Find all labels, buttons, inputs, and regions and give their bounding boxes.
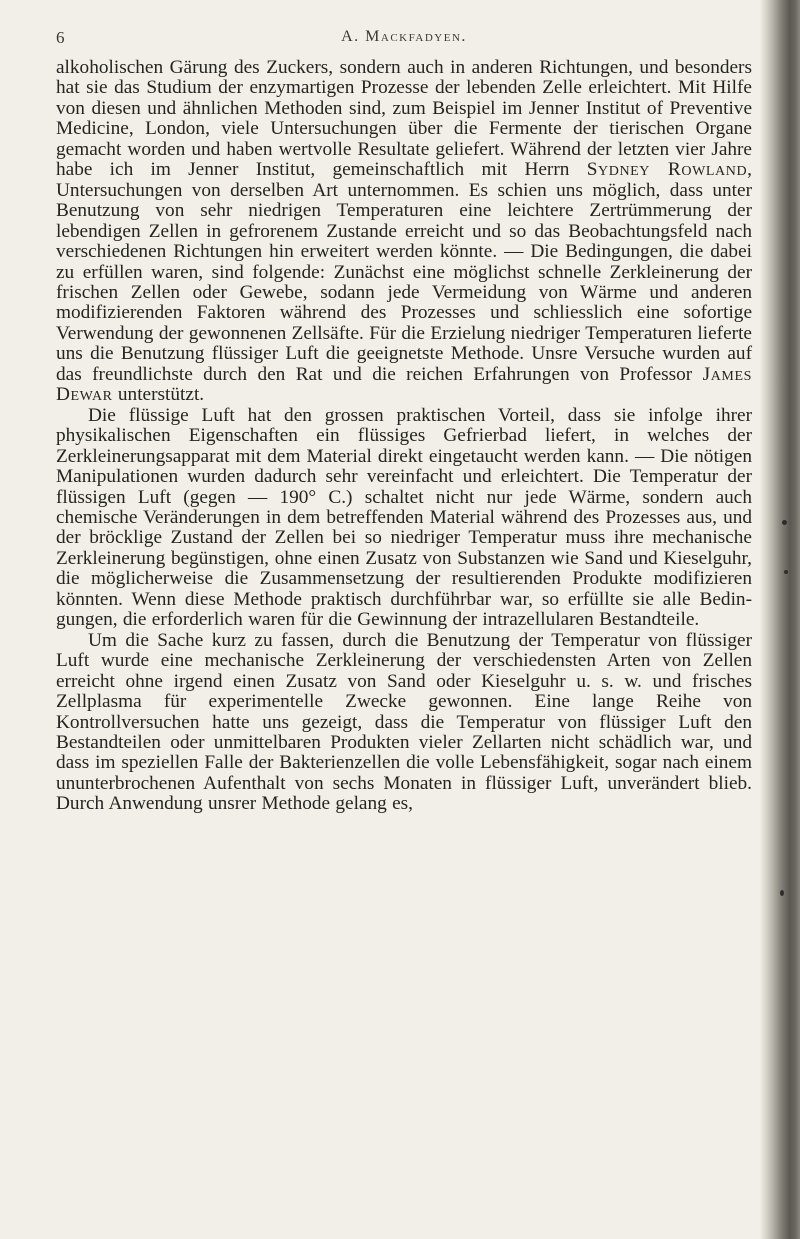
binding-speck — [780, 890, 784, 896]
page-header — [56, 28, 752, 54]
text-segment: , Untersuchungen von derselben Art unternommen. Es schien uns möglich, dass unter Benutzung von sehr niedrigen Temperaturen eine leichtere Zertrümmerung der lebendigen Zellen in gefrorenem Zustande erreicht und so das Beobachtungsfeld nach verschiedenen Richtungen hin erweitert werden könnte. — Die Bedingungen, die dabei zu erfüllen waren, sind folgende: Zunächst eine möglichst schnelle Zerkleinerung der frischen Zellen oder Gewebe, sodann jede Vermeidung von Wärme und anderen modifizierenden Faktoren während des Prozesses und schliesslich eine sofortige Verwendung der gewonnenen Zellsäfte. Für die Erzielung niedriger Temperaturen lieferte uns die Benutzung flüssiger Luft die geeignetste Methode. Unsre Versuche wurden auf das freundlichste durch den Rat und die reichen Erfahrungen von Professor — [56, 159, 752, 385]
text-segment: Die flüssige Luft hat den grossen praktischen Vorteil, dass sie infolge ihrer physikalischen Eigenschaften ein flüssiges Gefrierbad liefert, in welches der Zerkleinerungsapparat mit dem Material direkt eingetaucht werden kann. — Die nötigen Manipulationen wurden dadurch sehr vereinfacht und erleichtert. Die Temperatur der flüssigen Luft (gegen — 190° C.) schaltet nicht nur jede Wärme, sondern auch chemische Veränderungen in dem betreffenden Material während des Prozesses aus, und der bröcklige Zustand der Zellen bei so niedriger Temperatur muss ihre mechanische Zerkleinerung begünstigen, ohne einen Zusatz von Substanzen wie Sand und Kieselguhr, die möglicherweise die Zusammensetzung der resultierenden Produkte modifizieren könnten. Wenn diese Methode praktisch durchführbar war, so erfüllte sie alle Bedingungen, die erforderlich waren für die Gewinnung der intrazellularen Bestandteile. — [56, 404, 752, 631]
paragraph — [56, 58, 752, 406]
text-segment: Um die Sache kurz zu fassen, durch die Benutzung der Temperatur von flüssiger Luft wurde eine mechanische Zerkleinerung der verschiedensten Arten von Zellen erreicht ohne irgend einen Zusatz von Sand oder Kieselguhr u. s. w. und frisches Zellplasma für experimentelle Zwecke gewonnen. Eine lange Reihe von Kontrollversuchen hatte uns gezeigt, dass die Temperatur von flüssiger Luft den Bestandteilen oder unmittelbaren Produkten vieler Zellarten nicht schädlich war, und dass im speziellen Falle der Bakterienzellen die volle Lebensfähigkeit, sogar nach einem ununterbrochenen Aufenthalt von sechs Monaten in flüssiger Luft, unverändert blieb. Durch Anwendung unsrer Methode gelang es, — [56, 629, 752, 815]
body-text — [56, 58, 752, 815]
running-head: A. Mackfadyen. — [341, 28, 467, 45]
book-binding-edge — [760, 0, 800, 1239]
binding-speck — [784, 570, 788, 574]
text-segment: alkoholischen Gärung des Zuckers, sondern auch in anderen Richtungen, und besonders hat sie das Studium der enzymartigen Prozesse der lebenden Zelle erleichtert. Mit Hilfe von diesen und ähnlichen Methoden sind, zum Beispiel im Jenner Institut of Preventive Medicine, London, viele Untersuchungen über die Fermente der tierischen Organe gemacht worden und haben wertvolle Resultate geliefert. Während der letzten vier Jahre habe ich im Jenner Institut, gemeinschaftlich mit Herrn — [56, 57, 752, 181]
binding-speck — [782, 520, 787, 525]
author-name: Sydney Rowland — [586, 159, 748, 181]
paragraph — [56, 406, 752, 631]
page-number: 6 — [56, 28, 65, 47]
author-name: James Dewar — [56, 363, 752, 406]
paragraph — [56, 631, 752, 815]
text-segment: unterstützt. — [112, 384, 205, 406]
